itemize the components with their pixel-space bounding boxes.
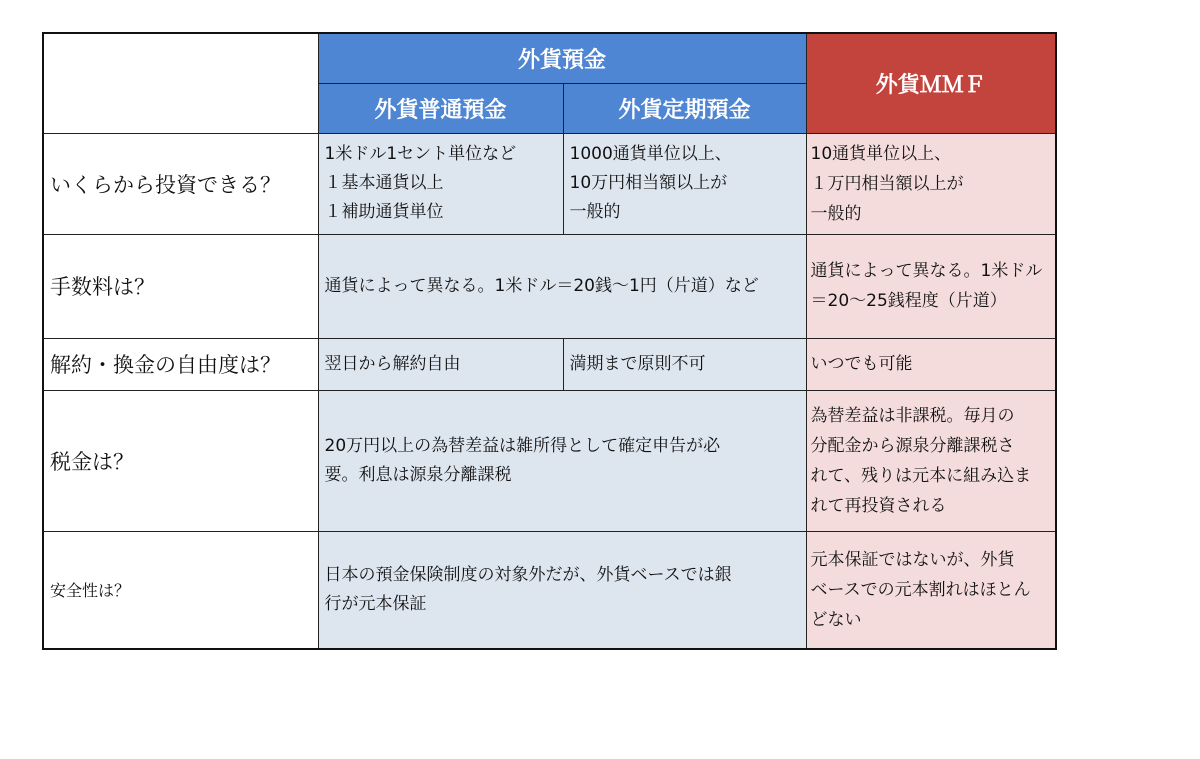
cell-mmf-safety: [806, 531, 1056, 649]
cell-text: 20万円以上の為替差益は雑所得として確定申告が必 要。利息は源泉分離課税: [324, 435, 721, 485]
header-deposit-group: 外貨預金: [318, 33, 806, 83]
cell-ordinary-minimum: [318, 133, 563, 234]
header-fixed-deposit: 外貨定期預金: [563, 83, 806, 133]
table-row-safety: [43, 531, 1056, 649]
row-label-safety: 安全性は？: [43, 531, 318, 649]
cell-mmf-liquidity: いつでも可能: [806, 338, 1056, 390]
cell-deposit-tax: [318, 390, 806, 531]
cell-text: 10通貨単位以上、 １万円相当額以上が 一般的: [810, 143, 964, 224]
row-label-minimum-investment: いくらから投資できる？: [43, 133, 318, 234]
row-label-fees: 手数料は？: [43, 234, 318, 338]
header-mmf: 外貨ＭＭＦ: [806, 33, 1056, 133]
cell-mmf-tax: [806, 390, 1056, 531]
cell-text: 日本の預金保険制度の対象外だが、外貨ベースでは銀 行が元本保証: [324, 564, 732, 614]
row-label-liquidity: 解約・換金の自由度は？: [43, 338, 318, 390]
cell-mmf-fees: [806, 234, 1056, 338]
cell-fixed-liquidity: 満期まで原則不可: [563, 338, 806, 390]
cell-ordinary-liquidity: 翌日から解約自由: [318, 338, 563, 390]
cell-text: 通貨によって異なる。1米ドル ＝20～25銭程度（片道）: [810, 261, 1043, 311]
header-row-1: [43, 33, 1056, 83]
cell-fixed-minimum: [563, 133, 806, 234]
table-row-fees: [43, 234, 1056, 338]
table-row-minimum-investment: [43, 133, 1056, 234]
cell-deposit-fees: 通貨によって異なる。1米ドル＝20銭～1円（片道）など: [318, 234, 806, 338]
cell-mmf-minimum: [806, 133, 1056, 234]
header-corner-cell: [43, 33, 318, 133]
table-row-liquidity: [43, 338, 1056, 390]
row-label-tax: 税金は？: [43, 390, 318, 531]
cell-text: 元本保証ではないが、外貨 ベースでの元本割れはほとん どない: [810, 549, 1031, 630]
header-ordinary-deposit: 外貨普通預金: [318, 83, 563, 133]
cell-deposit-safety: [318, 531, 806, 649]
table-row-tax: [43, 390, 1056, 531]
cell-text: 1000通貨単位以上、 10万円相当額以上が 一般的: [569, 144, 732, 222]
cell-text: 為替差益は非課税。毎月の 分配金から源泉分離課税さ れて、残りは元本に組み込ま れて再投資される: [810, 405, 1032, 516]
comparison-table: [42, 32, 1057, 650]
cell-text: 1米ドル1セント単位など １基本通貨以上 １補助通貨単位: [324, 144, 517, 222]
